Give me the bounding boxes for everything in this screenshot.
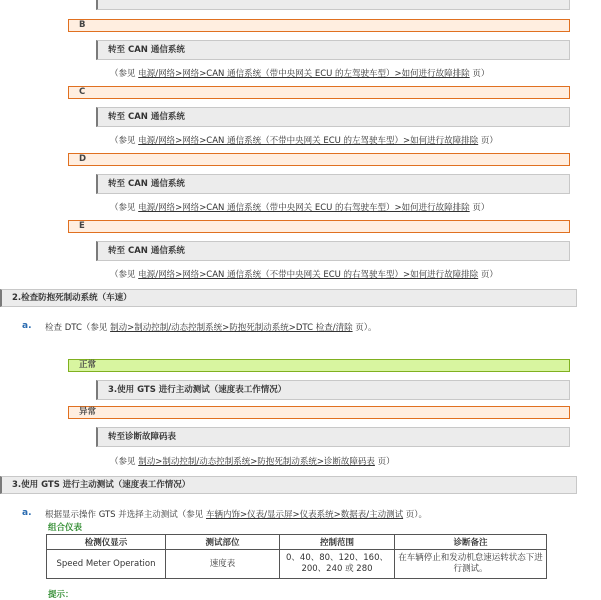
step-a-marker: a. xyxy=(22,321,32,331)
column-header: 测试部位 xyxy=(166,535,280,550)
result-abnormal-action: 转至诊断故障码表 xyxy=(96,427,570,447)
step-a-marker: a. xyxy=(22,508,32,518)
table-title: 组合仪表 xyxy=(48,523,83,533)
branch-d-reference: （参见 电源/网络>网络>CAN 通信系统（带中央网关 ECU 的右驾驶车型）>如何进行故障排除 页） xyxy=(110,203,490,213)
step-a-text: 检查 DTC（参见 制动>制动控制/动态控制系统>防抱死制动系统>DTC 检查/清除 页）。 xyxy=(45,323,377,333)
active-test-link[interactable]: 车辆内饰>仪表/显示屏>仪表系统>数据表/主动测试 xyxy=(205,510,404,520)
branch-b-action xyxy=(96,40,570,60)
previous-action-bar xyxy=(96,0,570,10)
branch-letter: E xyxy=(79,221,85,231)
table-cell: 在车辆停止和发动机怠速运转状态下进行测试。 xyxy=(395,550,547,579)
dtc-chart-link[interactable]: 制动>制动控制/动态控制系统>防抱死制动系统>诊断故障码表 xyxy=(138,457,375,467)
table-row xyxy=(47,550,547,579)
action-label: 转至 CAN 通信系统 xyxy=(108,179,185,189)
table-cell: Speed Meter Operation xyxy=(47,550,166,579)
reference-link[interactable]: 电源/网络>网络>CAN 通信系统（带中央网关 ECU 的左驾驶车型）>如何进行故障排除 xyxy=(138,69,470,79)
dtc-check-link[interactable]: 制动>制动控制/动态控制系统>防抱死制动系统>DTC 检查/清除 xyxy=(110,323,353,333)
branch-c-action xyxy=(96,107,570,127)
active-test-table xyxy=(46,534,547,579)
branch-c-reference: （参见 电源/网络>网络>CAN 通信系统（不带中央网关 ECU 的左驾驶车型）>如何进行故障排除 页） xyxy=(110,136,498,146)
result-abnormal-header: 异常 xyxy=(68,406,570,419)
branch-letter: D xyxy=(79,154,87,164)
table-cell: 速度表 xyxy=(166,550,280,579)
hint-label: 提示： xyxy=(48,590,74,600)
action-label: 转至 CAN 通信系统 xyxy=(108,246,185,256)
result-normal-header: 正常 xyxy=(68,359,570,372)
column-header: 控制范围 xyxy=(280,535,395,550)
branch-e-header xyxy=(68,220,570,233)
section-2-title: 2.检查防抱死制动系统（车速） xyxy=(0,289,577,307)
reference-link[interactable]: 电源/网络>网络>CAN 通信系统（不带中央网关 ECU 的右驾驶车型）>如何进行故障排除 xyxy=(138,270,479,280)
action-label: 转至 CAN 通信系统 xyxy=(108,45,185,55)
column-header: 诊断备注 xyxy=(395,535,547,550)
reference-link[interactable]: 电源/网络>网络>CAN 通信系统（不带中央网关 ECU 的左驾驶车型）>如何进行故障排除 xyxy=(138,136,479,146)
table-header-row xyxy=(47,535,547,550)
branch-e-action xyxy=(96,241,570,261)
branch-d-action xyxy=(96,174,570,194)
action-label: 转至 CAN 通信系统 xyxy=(108,112,185,122)
column-header: 检测仪显示 xyxy=(47,535,166,550)
branch-c-header xyxy=(68,86,570,99)
branch-b-header xyxy=(68,19,570,32)
branch-letter: B xyxy=(79,20,86,30)
branch-letter: C xyxy=(79,87,86,97)
section-3-title: 3.使用 GTS 进行主动测试（速度表工作情况） xyxy=(0,476,577,494)
step-a-text: 根据显示操作 GTS 并选择主动测试（参见 车辆内饰>仪表/显示屏>仪表系统>数据表/主动测试 页）。 xyxy=(45,510,428,520)
branch-d-header xyxy=(68,153,570,166)
branch-e-reference: （参见 电源/网络>网络>CAN 通信系统（不带中央网关 ECU 的右驾驶车型）>如何进行故障排除 页） xyxy=(110,270,498,280)
abnormal-reference: （参见 制动>制动控制/动态控制系统>防抱死制动系统>诊断故障码表 页） xyxy=(110,457,395,467)
result-normal-action: 3.使用 GTS 进行主动测试（速度表工作情况） xyxy=(96,380,570,400)
branch-b-reference: （参见 电源/网络>网络>CAN 通信系统（带中央网关 ECU 的左驾驶车型）>如何进行故障排除 页） xyxy=(110,69,490,79)
table-cell: 0、40、80、120、160、200、240 或 280 xyxy=(280,550,395,579)
reference-link[interactable]: 电源/网络>网络>CAN 通信系统（带中央网关 ECU 的右驾驶车型）>如何进行故障排除 xyxy=(138,203,470,213)
